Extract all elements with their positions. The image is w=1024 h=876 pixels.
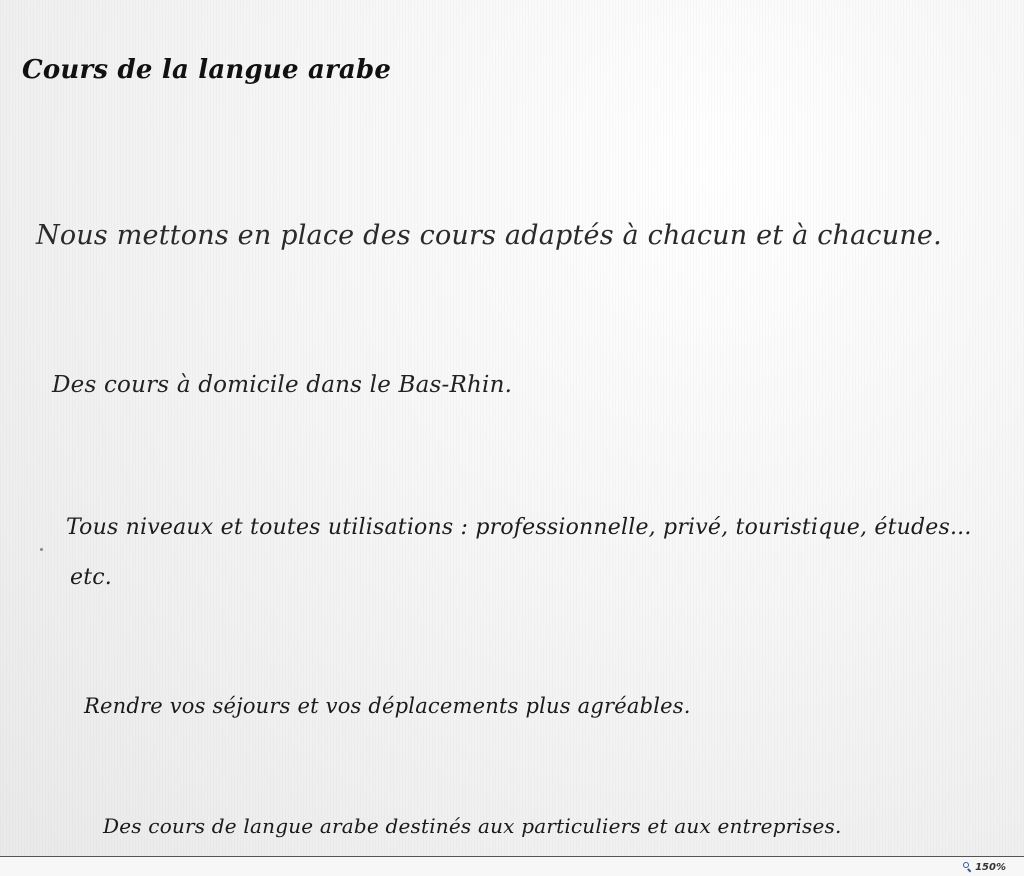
zoom-icon[interactable] bbox=[962, 862, 972, 872]
zoom-level[interactable]: 150% bbox=[975, 861, 1006, 873]
document-line-adapted-courses: Nous mettons en place des cours adaptés à chacun et à chacune. bbox=[36, 220, 942, 251]
document-line-all-levels: Tous niveaux et toutes utilisations : professionnelle, privé, touristique, études... bbox=[66, 515, 972, 540]
zoom-control[interactable] bbox=[962, 859, 1006, 875]
document-line-etc: etc. bbox=[70, 565, 112, 590]
document-line-travel: Rendre vos séjours et vos déplacements plus agréables. bbox=[84, 694, 691, 718]
document-title: Cours de la langue arabe bbox=[22, 55, 392, 85]
document-line-audience: Des cours de langue arabe destinés aux particuliers et aux entreprises. bbox=[103, 814, 842, 838]
status-bar bbox=[0, 856, 1024, 876]
document-line-home-courses: Des cours à domicile dans le Bas-Rhin. bbox=[52, 372, 513, 398]
screen-speck bbox=[40, 548, 43, 551]
